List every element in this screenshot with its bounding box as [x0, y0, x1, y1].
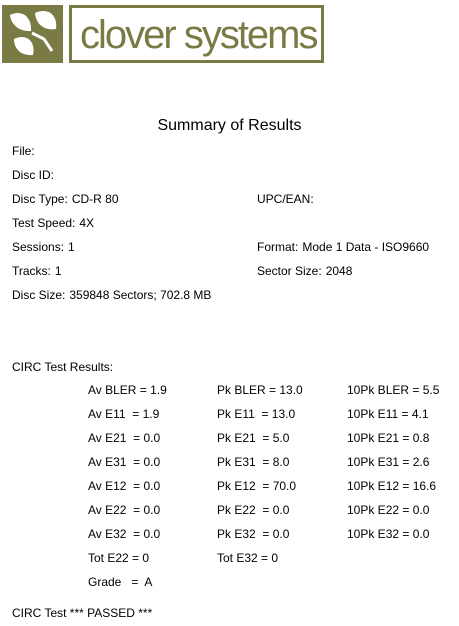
- upc-row: [257, 192, 318, 206]
- sector-size-row: [257, 264, 352, 278]
- circ-tot-e32: Tot E32 = 0: [217, 551, 279, 565]
- circ-pk-bler: Pk BLER = 13.0: [217, 383, 303, 397]
- circ-av-e22: Av E22 = 0.0: [88, 503, 161, 517]
- logo-wordmark: clover systems: [80, 13, 317, 57]
- tracks-value: 1: [54, 264, 62, 278]
- circ-av-e12: Av E12 = 0.0: [88, 479, 161, 493]
- circ-pk-e11: Pk E11 = 13.0: [217, 407, 296, 421]
- circ-pk-e21: Pk E21 = 5.0: [217, 431, 290, 445]
- circ-pk-e32: Pk E32 = 0.0: [217, 527, 290, 541]
- format-row: [257, 240, 429, 254]
- disc-type-value: CD-R 80: [71, 192, 119, 206]
- disc-type-label: Disc Type:: [12, 192, 68, 206]
- test-speed-value: 4X: [79, 216, 95, 230]
- circ-av-bler: Av BLER = 1.9: [88, 383, 167, 397]
- circ-10pk-e21: 10Pk E21 = 0.8: [347, 431, 430, 445]
- sessions-label: Sessions:: [12, 240, 65, 254]
- circ-av-e31: Av E31 = 0.0: [88, 455, 161, 469]
- circ-pk-e12: Pk E12 = 70.0: [217, 479, 297, 493]
- clover-leaf-icon: [2, 5, 63, 63]
- file-label: File:: [12, 144, 35, 158]
- tracks-row: [12, 264, 62, 278]
- clover-systems-logo: [2, 5, 324, 63]
- sessions-value: 1: [68, 240, 75, 254]
- circ-10pk-e11: 10Pk E11 = 4.1: [347, 407, 429, 421]
- circ-pk-e22: Pk E22 = 0.0: [217, 503, 290, 517]
- circ-result: CIRC Test *** PASSED ***: [12, 606, 153, 620]
- disc-id-label: Disc ID:: [12, 168, 54, 182]
- circ-10pk-e12: 10Pk E12 = 16.6: [347, 479, 437, 493]
- sector-size-label: Sector Size:: [257, 264, 322, 278]
- circ-av-e11: Av E11 = 1.9: [88, 407, 160, 421]
- disc-size-row: [12, 288, 211, 302]
- circ-tot-e22: Tot E22 = 0: [88, 551, 150, 565]
- tracks-label: Tracks:: [12, 264, 51, 278]
- disc-type-row: [12, 192, 119, 206]
- page-title: Summary of Results: [157, 117, 302, 134]
- test-speed-row: [12, 216, 94, 230]
- circ-10pk-e32: 10Pk E32 = 0.0: [347, 527, 430, 541]
- circ-10pk-e31: 10Pk E31 = 2.6: [347, 455, 430, 469]
- circ-av-e21: Av E21 = 0.0: [88, 431, 161, 445]
- circ-av-e32: Av E32 = 0.0: [88, 527, 161, 541]
- disc-size-value: 359848 Sectors; 702.8 MB: [69, 288, 212, 302]
- file-row: [12, 144, 39, 158]
- circ-10pk-bler: 10Pk BLER = 5.5: [347, 383, 440, 397]
- sessions-row: [12, 240, 75, 254]
- circ-10pk-e22: 10Pk E22 = 0.0: [347, 503, 430, 517]
- disc-id-row: [12, 168, 58, 182]
- circ-header: CIRC Test Results:: [12, 360, 114, 374]
- format-label: Format:: [257, 240, 299, 254]
- upc-label: UPC/EAN:: [257, 192, 314, 206]
- circ-grade: Grade = A: [88, 575, 153, 589]
- circ-pk-e31: Pk E31 = 8.0: [217, 455, 290, 469]
- disc-size-label: Disc Size:: [12, 288, 66, 302]
- sector-size-value: 2048: [325, 264, 353, 278]
- format-value: Mode 1 Data - ISO9660: [302, 240, 430, 254]
- test-speed-label: Test Speed:: [12, 216, 76, 230]
- logo-wordmark-box: [69, 5, 324, 63]
